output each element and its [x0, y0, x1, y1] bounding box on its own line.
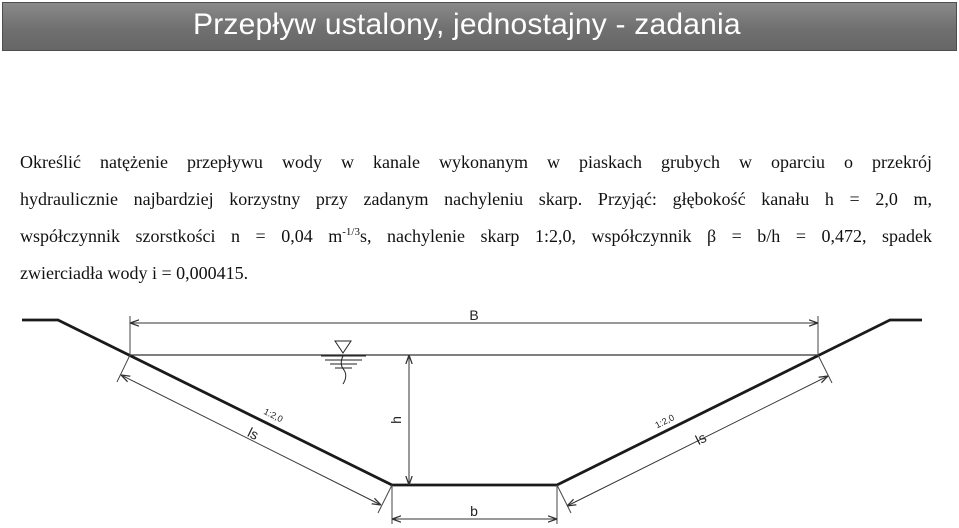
dimension-b-label: b [470, 503, 478, 519]
dimension-ls-left-label: ls [245, 424, 262, 443]
dimension-ls-left-extension-top [117, 355, 130, 382]
dimension-ls-right-extension-top [818, 355, 832, 383]
channel-profile [22, 320, 922, 485]
task-line-3-start: współczynnik szorstkości n = 0,04 m [20, 226, 343, 246]
dimension-B-label: B [469, 307, 479, 323]
water-level-triangle-icon [321, 341, 366, 384]
dimension-h-label: h [388, 416, 404, 424]
dimension-ls-right-label: ls [692, 429, 709, 448]
task-line-1: Określić natężenie przepływu wody w kanale wykonanym w piaskach grubych w oparciu o przekrój [20, 152, 932, 172]
dimension-ls-left-extension-bottom [378, 485, 392, 513]
task-line-2: hydraulicznie najbardziej korzystny przy zadanym nachyleniu skarp. Przyjąć: głębokość kanału h = 2,0 m, [20, 189, 932, 209]
unit-exponent: -1/3 [342, 226, 360, 238]
slope-right-label: 1:2,0 [653, 412, 676, 431]
task-line-3-end: s, nachylenie skarp 1:2,0, współczynnik β = b/h = 0,472, spadek [359, 226, 932, 246]
dimension-ls-right-extension-bottom [557, 485, 571, 513]
task-line-4: zwierciadła wody i = 0,000415. [20, 263, 249, 283]
page-title: Przepływ ustalony, jednostajny - zadania [193, 8, 741, 41]
slope-left-label: 1:2,0 [262, 406, 285, 425]
